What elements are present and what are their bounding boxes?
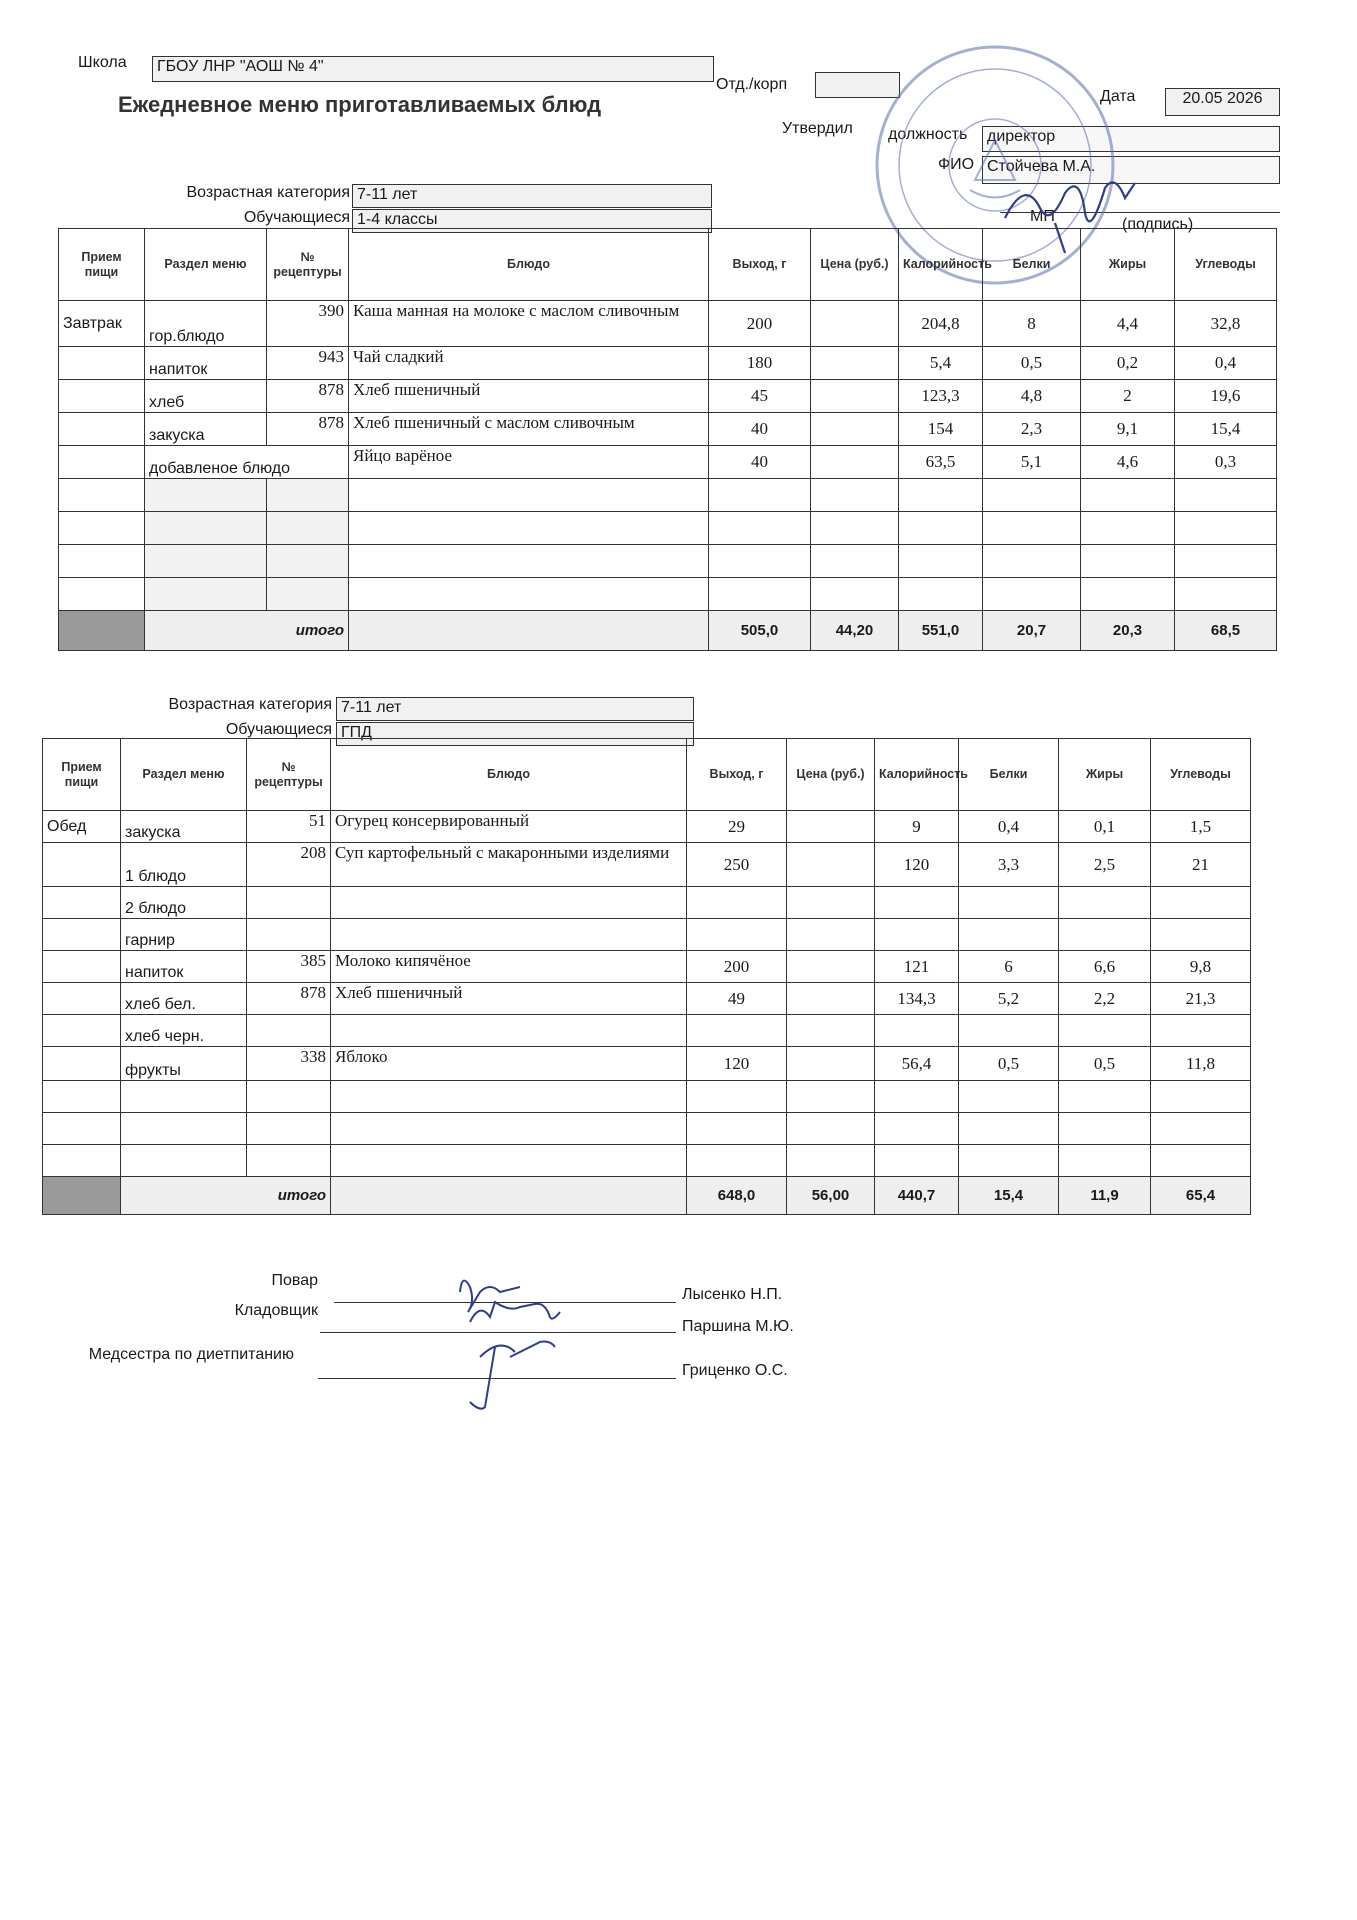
fio-label: ФИО <box>938 156 975 173</box>
total-protein: 15,4 <box>959 1177 1059 1215</box>
section-cell: хлеб <box>145 380 267 413</box>
table-header-row <box>43 739 1251 811</box>
price-cell <box>787 811 875 843</box>
price-cell <box>811 301 899 347</box>
table-row[interactable] <box>59 347 1277 380</box>
meal-cell <box>43 1047 121 1081</box>
lunch-students-label: Обучающиеся <box>225 721 332 738</box>
meal-cell <box>43 919 121 951</box>
yield-cell: 180 <box>709 347 811 380</box>
recipe-cell: 878 <box>267 413 349 446</box>
price-cell <box>787 843 875 887</box>
total-label: итого <box>121 1177 331 1215</box>
section-cell: гарнир <box>121 919 247 951</box>
cook-label: Повар <box>271 1272 318 1289</box>
recipe-cell: 878 <box>267 380 349 413</box>
meal-cell <box>59 446 145 479</box>
empty-row[interactable] <box>59 479 1277 512</box>
dish-cell: Молоко кипячёное <box>331 951 687 983</box>
total-calories: 440,7 <box>875 1177 959 1215</box>
school-field[interactable]: ГБОУ ЛНР "АОШ № 4" <box>152 56 714 82</box>
date-field[interactable]: 20.05 2026 <box>1165 88 1280 116</box>
section-cell: хлеб черн. <box>121 1015 247 1047</box>
fat-cell <box>1059 1015 1151 1047</box>
total-protein: 20,7 <box>983 611 1081 651</box>
protein-cell: 5,1 <box>983 446 1081 479</box>
calories-cell: 5,4 <box>899 347 983 380</box>
nurse-label: Медсестра по диетпитанию <box>88 1346 294 1363</box>
table-header-row <box>59 229 1277 301</box>
total-price: 56,00 <box>787 1177 875 1215</box>
carbs-cell <box>1151 1015 1251 1047</box>
mp-label: МП <box>1030 208 1055 225</box>
dish-cell: Каша манная на молоке с маслом сливочным <box>349 301 709 347</box>
dish-cell <box>331 919 687 951</box>
table-row[interactable] <box>43 1047 1251 1081</box>
yield-cell: 200 <box>687 951 787 983</box>
col-price: Цена (руб.) <box>787 739 875 811</box>
total-carbs: 65,4 <box>1151 1177 1251 1215</box>
col-yield: Выход, г <box>687 739 787 811</box>
total-calories: 551,0 <box>899 611 983 651</box>
fat-cell: 2,2 <box>1059 983 1151 1015</box>
date-label: Дата <box>1100 88 1136 105</box>
dish-cell: Яблоко <box>331 1047 687 1081</box>
col-fat: Жиры <box>1059 739 1151 811</box>
total-fat: 20,3 <box>1081 611 1175 651</box>
calories-cell: 121 <box>875 951 959 983</box>
recipe-cell: 943 <box>267 347 349 380</box>
calories-cell: 56,4 <box>875 1047 959 1081</box>
recipe-cell <box>247 1015 331 1047</box>
fat-cell: 6,6 <box>1059 951 1151 983</box>
recipe-cell: 208 <box>247 843 331 887</box>
section-cell: 1 блюдо <box>121 843 247 887</box>
meal-cell <box>59 380 145 413</box>
col-dish: Блюдо <box>349 229 709 301</box>
lunch-age-label: Возрастная категория <box>168 696 332 713</box>
table-row[interactable] <box>43 811 1251 843</box>
lunch-age-field[interactable]: 7-11 лет <box>336 697 694 721</box>
col-recipe: № рецептуры <box>247 739 331 811</box>
empty-row[interactable] <box>59 512 1277 545</box>
recipe-cell: 390 <box>267 301 349 347</box>
section-cell: 2 блюдо <box>121 887 247 919</box>
carbs-cell <box>1151 887 1251 919</box>
section-cell: фрукты <box>121 1047 247 1081</box>
price-cell <box>787 919 875 951</box>
price-cell <box>787 887 875 919</box>
table-row[interactable] <box>43 1015 1251 1047</box>
price-cell <box>787 1047 875 1081</box>
protein-cell: 0,5 <box>959 1047 1059 1081</box>
fat-cell <box>1059 887 1151 919</box>
recipe-cell: 878 <box>247 983 331 1015</box>
col-calories: Калорийность <box>899 229 983 301</box>
empty-row[interactable] <box>43 1113 1251 1145</box>
col-meal: Прием пищи <box>59 229 145 301</box>
col-calories: Калорийность <box>875 739 959 811</box>
meal-cell <box>43 983 121 1015</box>
col-section: Раздел меню <box>145 229 267 301</box>
section-cell: хлеб бел. <box>121 983 247 1015</box>
position-label: должность <box>888 126 968 143</box>
protein-cell: 4,8 <box>983 380 1081 413</box>
dish-cell: Огурец консервированный <box>331 811 687 843</box>
calories-cell: 9 <box>875 811 959 843</box>
meal-cell: Завтрак <box>59 301 145 347</box>
fat-cell <box>1059 919 1151 951</box>
total-fat: 11,9 <box>1059 1177 1151 1215</box>
price-cell <box>811 380 899 413</box>
breakfast-menu-table <box>58 228 1277 651</box>
section-cell: напиток <box>145 347 267 380</box>
fat-cell: 0,2 <box>1081 347 1175 380</box>
calories-cell: 63,5 <box>899 446 983 479</box>
protein-cell <box>959 887 1059 919</box>
protein-cell: 3,3 <box>959 843 1059 887</box>
total-price: 44,20 <box>811 611 899 651</box>
empty-row[interactable] <box>43 1081 1251 1113</box>
staff-signatures-icon <box>440 1262 600 1422</box>
fat-cell: 2,5 <box>1059 843 1151 887</box>
protein-cell: 8 <box>983 301 1081 347</box>
carbs-cell: 21,3 <box>1151 983 1251 1015</box>
carbs-cell: 32,8 <box>1175 301 1277 347</box>
col-carbs: Углеводы <box>1151 739 1251 811</box>
fat-cell: 4,6 <box>1081 446 1175 479</box>
yield-cell: 250 <box>687 843 787 887</box>
section-cell: гор.блюдо <box>145 301 267 347</box>
calories-cell: 120 <box>875 843 959 887</box>
fat-cell: 4,4 <box>1081 301 1175 347</box>
table-row[interactable] <box>59 413 1277 446</box>
meal-cell <box>43 1015 121 1047</box>
yield-cell <box>687 887 787 919</box>
col-dish: Блюдо <box>331 739 687 811</box>
carbs-cell: 0,3 <box>1175 446 1277 479</box>
col-section: Раздел меню <box>121 739 247 811</box>
table-row[interactable] <box>43 983 1251 1015</box>
fio-field[interactable]: Стойчева М.А. <box>982 156 1280 184</box>
recipe-cell <box>247 919 331 951</box>
dish-cell <box>331 1015 687 1047</box>
fat-cell: 0,5 <box>1059 1047 1151 1081</box>
section-cell: закуска <box>121 811 247 843</box>
yield-cell: 29 <box>687 811 787 843</box>
yield-cell <box>687 1015 787 1047</box>
section-cell: напиток <box>121 951 247 983</box>
school-label: Школа <box>78 54 127 71</box>
empty-row[interactable] <box>59 578 1277 611</box>
page-title: Ежедневное меню приготавливаемых блюд <box>118 92 602 117</box>
col-recipe: № рецептуры <box>267 229 349 301</box>
lunch-total-row <box>43 1177 1251 1215</box>
fat-cell: 2 <box>1081 380 1175 413</box>
calories-cell <box>875 919 959 951</box>
carbs-cell: 11,8 <box>1151 1047 1251 1081</box>
yield-cell: 45 <box>709 380 811 413</box>
yield-cell: 40 <box>709 446 811 479</box>
price-cell <box>811 446 899 479</box>
fat-cell: 0,1 <box>1059 811 1151 843</box>
table-row[interactable] <box>43 919 1251 951</box>
empty-row[interactable] <box>43 1145 1251 1177</box>
dish-cell: Хлеб пшеничный <box>349 380 709 413</box>
recipe-cell: 385 <box>247 951 331 983</box>
dish-cell <box>331 887 687 919</box>
calories-cell <box>875 887 959 919</box>
table-row[interactable] <box>43 843 1251 887</box>
nurse-name: Гриценко О.С. <box>682 1362 788 1379</box>
carbs-cell <box>1151 919 1251 951</box>
meal-cell <box>43 843 121 887</box>
carbs-cell: 15,4 <box>1175 413 1277 446</box>
protein-cell: 0,4 <box>959 811 1059 843</box>
table-row[interactable] <box>43 951 1251 983</box>
price-cell <box>811 347 899 380</box>
carbs-cell: 1,5 <box>1151 811 1251 843</box>
position-field[interactable]: директор <box>982 126 1280 152</box>
breakfast-students-field[interactable]: 1-4 классы <box>352 209 712 233</box>
yield-cell: 49 <box>687 983 787 1015</box>
calories-cell: 123,3 <box>899 380 983 413</box>
section-cell: добавленое блюдо <box>145 446 349 479</box>
protein-cell: 5,2 <box>959 983 1059 1015</box>
breakfast-total-row <box>59 611 1277 651</box>
dish-cell: Яйцо варёное <box>349 446 709 479</box>
storekeeper-label: Кладовщик <box>234 1302 318 1319</box>
recipe-cell: 338 <box>247 1047 331 1081</box>
breakfast-age-field[interactable]: 7-11 лет <box>352 184 712 208</box>
meal-cell <box>43 887 121 919</box>
price-cell <box>787 951 875 983</box>
protein-cell <box>959 919 1059 951</box>
price-cell <box>787 983 875 1015</box>
meal-cell <box>59 413 145 446</box>
col-fat: Жиры <box>1081 229 1175 301</box>
yield-cell: 200 <box>709 301 811 347</box>
col-meal: Прием пищи <box>43 739 121 811</box>
total-label: итого <box>145 611 349 651</box>
carbs-cell: 19,6 <box>1175 380 1277 413</box>
dish-cell: Чай сладкий <box>349 347 709 380</box>
col-yield: Выход, г <box>709 229 811 301</box>
table-row[interactable] <box>59 380 1277 413</box>
dept-label: Отд./корп <box>716 76 788 93</box>
total-carbs: 68,5 <box>1175 611 1277 651</box>
calories-cell: 204,8 <box>899 301 983 347</box>
carbs-cell: 21 <box>1151 843 1251 887</box>
lunch-menu-table <box>42 738 1251 1215</box>
dish-cell: Суп картофельный с макаронными изделиями <box>331 843 687 887</box>
empty-row[interactable] <box>59 545 1277 578</box>
table-row[interactable] <box>59 301 1277 347</box>
breakfast-students-label: Обучающиеся <box>243 209 350 226</box>
carbs-cell: 9,8 <box>1151 951 1251 983</box>
table-row[interactable] <box>59 446 1277 479</box>
protein-cell: 6 <box>959 951 1059 983</box>
price-cell <box>787 1015 875 1047</box>
yield-cell: 120 <box>687 1047 787 1081</box>
total-yield: 648,0 <box>687 1177 787 1215</box>
recipe-cell <box>247 887 331 919</box>
recipe-cell: 51 <box>247 811 331 843</box>
fat-cell: 9,1 <box>1081 413 1175 446</box>
breakfast-age-label: Возрастная категория <box>186 184 350 201</box>
col-protein: Белки <box>959 739 1059 811</box>
section-cell: закуска <box>145 413 267 446</box>
yield-cell: 40 <box>709 413 811 446</box>
col-price: Цена (руб.) <box>811 229 899 301</box>
calories-cell: 154 <box>899 413 983 446</box>
approved-label: Утвердил <box>782 120 853 137</box>
table-row[interactable] <box>43 887 1251 919</box>
total-yield: 505,0 <box>709 611 811 651</box>
lunch-students-field[interactable]: ГПД <box>336 722 694 746</box>
signature-caption: (подпись) <box>1122 216 1194 233</box>
meal-cell <box>59 347 145 380</box>
calories-cell: 134,3 <box>875 983 959 1015</box>
price-cell <box>811 413 899 446</box>
carbs-cell: 0,4 <box>1175 347 1277 380</box>
col-protein: Белки <box>983 229 1081 301</box>
meal-cell: Обед <box>43 811 121 843</box>
calories-cell <box>875 1015 959 1047</box>
cook-name: Лысенко Н.П. <box>682 1286 783 1303</box>
protein-cell <box>959 1015 1059 1047</box>
meal-cell <box>43 951 121 983</box>
col-carbs: Углеводы <box>1175 229 1277 301</box>
protein-cell: 0,5 <box>983 347 1081 380</box>
yield-cell <box>687 919 787 951</box>
dish-cell: Хлеб пшеничный с маслом сливочным <box>349 413 709 446</box>
storekeeper-name: Паршина М.Ю. <box>682 1318 794 1335</box>
protein-cell: 2,3 <box>983 413 1081 446</box>
dish-cell: Хлеб пшеничный <box>331 983 687 1015</box>
